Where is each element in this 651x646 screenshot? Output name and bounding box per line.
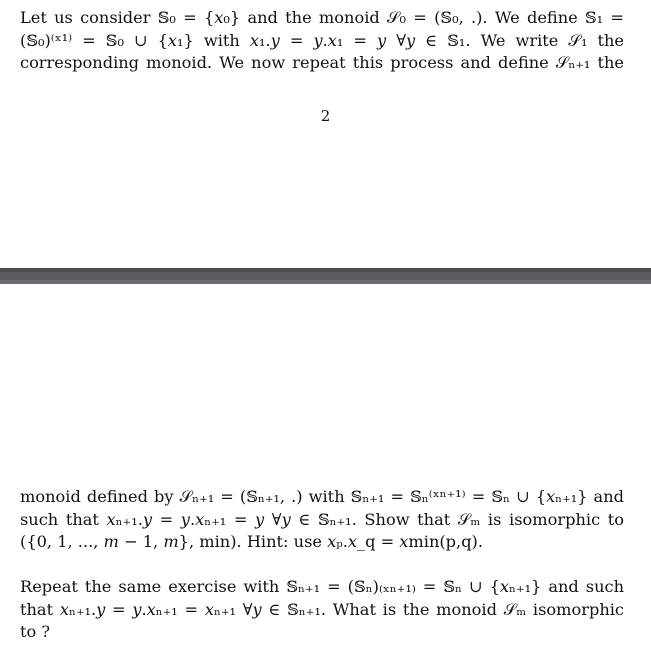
text-line: ({0, 1, ..., 𝑚 − 1, 𝑚}, min). Hint: use 𝑥ₚ.𝑥_q = 𝑥min(p,q). [20,532,484,552]
text-line: Repeat the same exercise with 𝕊ₙ₊₁ = (𝕊ₙ)₍ₓₙ₊₁₎ = 𝕊ₙ ∪ {𝑥ₙ₊₁} and such [20,577,624,596]
paragraph-top [20,7,624,75]
page-bottom [0,284,651,646]
page-top [0,0,651,268]
paragraph-bottom-1 [20,486,624,554]
text-line: such that 𝑥ₙ₊₁.𝑦 = 𝑦.𝑥ₙ₊₁ = 𝑦 ∀𝑦 ∈ 𝕊ₙ₊₁. Show that 𝒮ₘ is isomorphic to [20,509,624,529]
text-line: corresponding monoid. We now repeat this process and define 𝒮ₙ₊₁ the [20,53,624,73]
page-separator [0,268,651,284]
text-line: that 𝑥ₙ₊₁.𝑦 = 𝑦.𝑥ₙ₊₁ = 𝑥ₙ₊₁ ∀𝑦 ∈ 𝕊ₙ₊₁. What is the monoid 𝒮ₘ isomorphic [20,599,624,619]
text-line: monoid defined by 𝒮ₙ₊₁ = (𝕊ₙ₊₁, .) with 𝕊ₙ₊₁ = 𝕊ₙ⁽ˣⁿ⁺¹⁾ = 𝕊ₙ ∪ {𝑥ₙ₊₁} and [20,487,624,506]
paragraph-bottom-2 [20,576,624,644]
page-number: 2 [320,107,331,125]
text-line: (𝕊₀)⁽ˣ¹⁾ = 𝕊₀ ∪ {𝑥₁} with 𝑥₁.𝑦 = 𝑦.𝑥₁ = 𝑦 ∀𝑦 ∈ 𝕊₁. We write 𝒮₁ the [20,30,624,50]
text-line: Let us consider 𝕊₀ = {𝑥₀} and the monoid 𝒮₀ = (𝕊₀, .). We define 𝕊₁ = [20,8,624,27]
text-line: to ? [20,622,51,642]
